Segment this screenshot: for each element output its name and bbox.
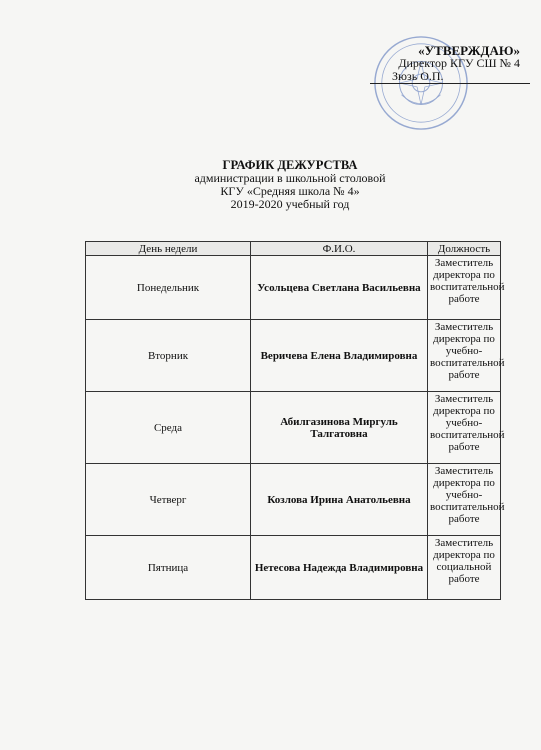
cell-day: Четверг (86, 464, 251, 536)
title-line-3: 2019-2020 учебный год (230, 197, 350, 211)
cell-day: Пятница (86, 536, 251, 600)
title-line-2: КГУ «Средняя школа № 4» (220, 184, 360, 198)
table-row (86, 536, 501, 600)
approval-position: Директор КГУ СШ № 4 (398, 56, 520, 70)
duty-schedule-table (85, 241, 505, 600)
cell-day: Вторник (86, 320, 251, 392)
approval-heading: «УТВЕРЖДАЮ» (418, 43, 520, 58)
column-header-position: Должность (428, 242, 501, 256)
table-row (86, 464, 501, 536)
cell-name: Усольцева Светлана Васильевна (251, 256, 428, 320)
cell-day: Понедельник (86, 256, 251, 320)
table-row (86, 320, 501, 392)
approval-block (370, 44, 530, 84)
table-row (86, 392, 501, 464)
cell-position: Заместитель директора по учебно-воспитательной работе (428, 464, 501, 536)
cell-position: Заместитель директора по учебно-воспитательной работе (428, 320, 501, 392)
cell-position: Заместитель директора по социальной работе (428, 536, 501, 600)
table-row (86, 256, 501, 320)
cell-position: Заместитель директора по учебно-воспитательной работе (428, 392, 501, 464)
cell-name: Козлова Ирина Анатольевна (251, 464, 428, 536)
title-main: ГРАФИК ДЕЖУРСТВА (222, 158, 358, 172)
cell-position: Заместитель директора по воспитательной работе (428, 256, 501, 320)
column-header-day: День недели (86, 242, 251, 256)
cell-day: Среда (86, 392, 251, 464)
title-line-1: администрации в школьной столовой (194, 171, 386, 185)
cell-name: Веричева Елена Владимировна (251, 320, 428, 392)
table-header-row (86, 242, 501, 256)
cell-name: Абилгазинова Миргуль Талгатовна (251, 392, 428, 464)
document-title (140, 159, 440, 211)
column-header-name: Ф.И.О. (251, 242, 428, 256)
cell-name: Нетесова Надежда Владимировна (251, 536, 428, 600)
approval-name: Зюзь О.П. (370, 70, 530, 84)
